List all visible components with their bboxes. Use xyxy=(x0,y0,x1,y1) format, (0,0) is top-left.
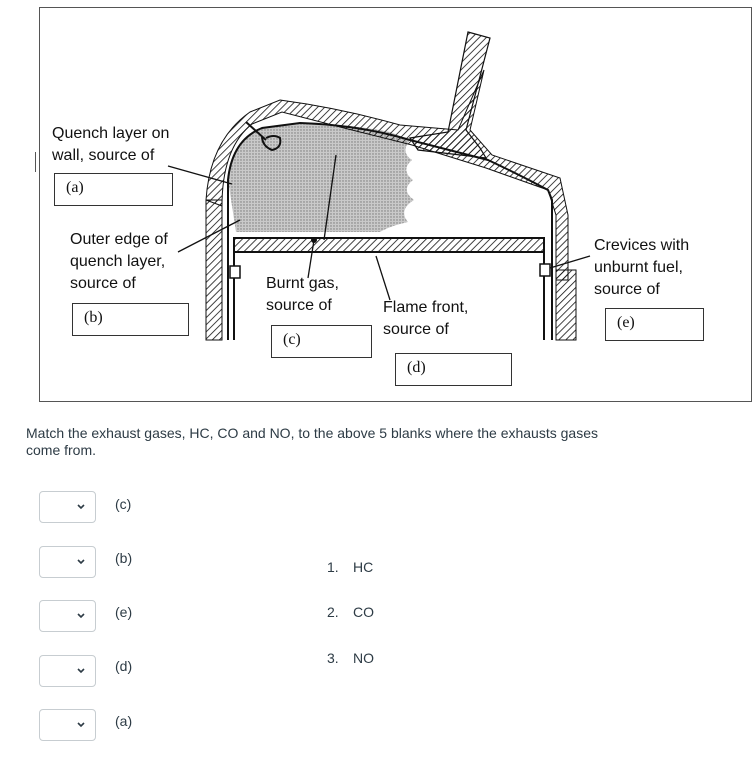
blank-c: (c) xyxy=(271,325,372,358)
answer-number: 1. xyxy=(327,559,339,575)
label-crevices: Crevices with unburnt fuel, source of xyxy=(594,237,690,298)
blank-d: (d) xyxy=(395,353,512,386)
answer-select-a[interactable] xyxy=(39,709,96,741)
piston-ring-left xyxy=(230,266,240,278)
piston-ring-right xyxy=(540,264,550,276)
cylinder-wall-right xyxy=(556,270,576,340)
cylinder-wall-left xyxy=(206,200,222,340)
blank-b: (b) xyxy=(72,303,189,336)
chevron-down-icon xyxy=(76,499,86,515)
answer-text: HC xyxy=(353,559,374,575)
label-burnt-gas: Burnt gas, source of xyxy=(266,275,339,314)
answer-option-no xyxy=(327,650,374,666)
answer-option-hc xyxy=(327,559,373,575)
answer-select-d[interactable] xyxy=(39,655,96,687)
burnt-gas-region xyxy=(228,123,414,232)
answer-select-e[interactable] xyxy=(39,600,96,632)
chevron-down-icon xyxy=(76,663,86,679)
label-quench-layer: Quench layer on wall, source of xyxy=(52,125,170,164)
chevron-down-icon xyxy=(76,608,86,624)
question-prompt: Match the exhaust gases, HC, CO and NO, to the above 5 blanks where the exhausts gases come from. xyxy=(26,425,598,458)
label-flame-front: Flame front, source of xyxy=(383,299,469,338)
answer-select-b[interactable] xyxy=(39,546,96,578)
answer-text: NO xyxy=(353,650,374,666)
piston-crown xyxy=(234,238,544,252)
chevron-down-icon xyxy=(76,554,86,570)
answer-option-co xyxy=(327,604,374,620)
question-label: (c) xyxy=(115,496,132,512)
answer-number: 3. xyxy=(327,650,339,666)
question-label: (b) xyxy=(115,550,133,566)
question-label: (a) xyxy=(115,713,133,729)
question-label: (e) xyxy=(115,604,133,620)
blank-e: (e) xyxy=(605,308,704,341)
question-label: (d) xyxy=(115,658,133,674)
blank-a: (a) xyxy=(54,173,173,206)
answer-number: 2. xyxy=(327,604,339,620)
chevron-down-icon xyxy=(76,717,86,733)
answer-text: CO xyxy=(353,604,374,620)
label-outer-edge: Outer edge of quench layer, source of xyxy=(70,231,168,292)
answer-select-c[interactable] xyxy=(39,491,96,523)
